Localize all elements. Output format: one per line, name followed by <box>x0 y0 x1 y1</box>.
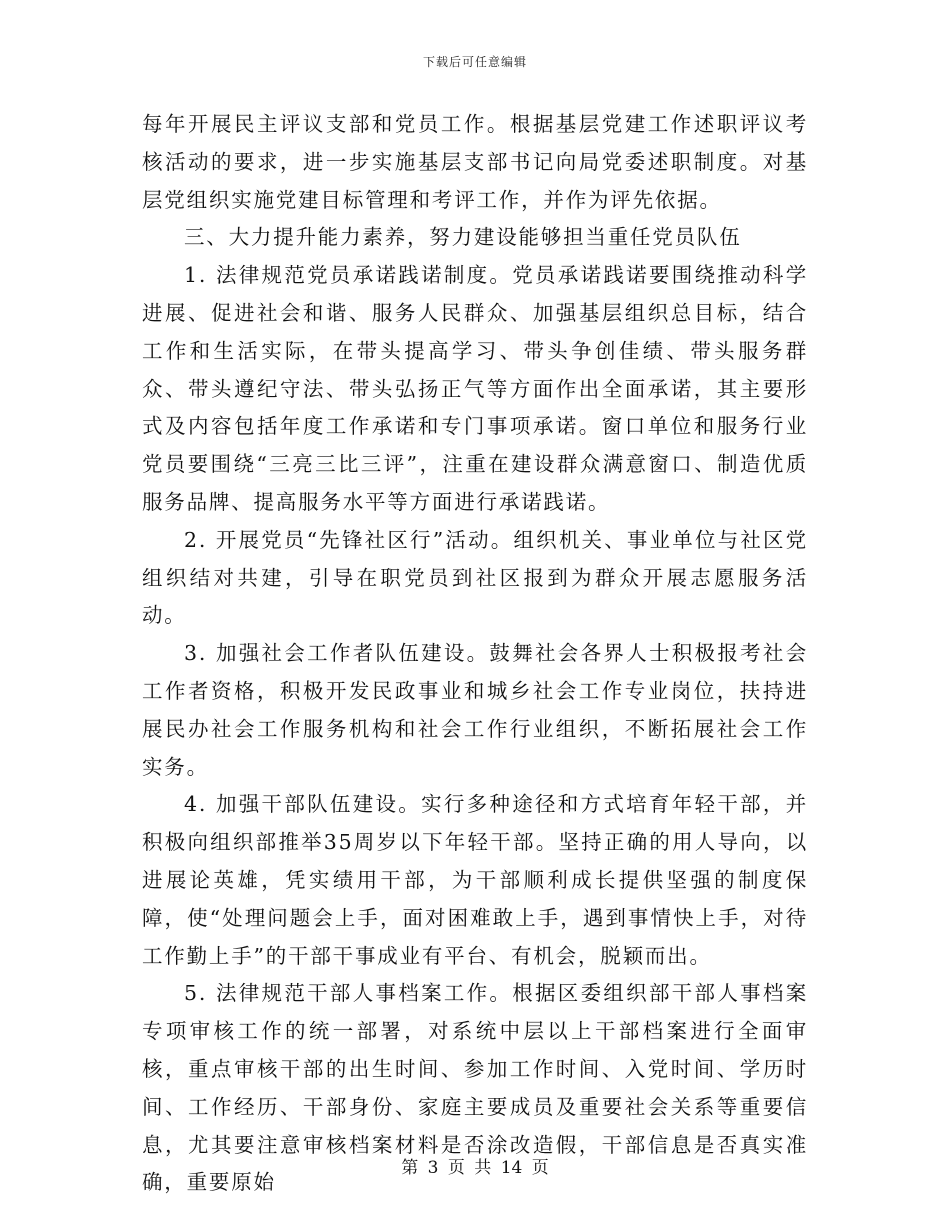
paragraph-item-1: 1. 法律规范党员承诺践诺制度。党员承诺践诺要围绕推动科学进展、促进社会和谐、服务人民群众、加强基层组织总目标，结合工作和生活实际，在带头提高学习、带头争创佳绩、带头服务群众、带头遵纪守法、带头弘扬正气等方面作出全面承诺，其主要形式及内容包括年度工作承诺和专门事项承诺。窗口单位和服务行业党员要围绕“三亮三比三评”，注重在建设群众满意窗口、制造优质服务品牌、提高服务水平等方面进行承诺践诺。 <box>142 263 808 514</box>
paragraph-item-2: 2. 开展党员“先锋社区行”活动。组织机关、事业单位与社区党组织结对共建，引导在职党员到社区报到为群众开展志愿服务活动。 <box>142 527 808 628</box>
paragraph-item-5: 5. 法律规范干部人事档案工作。根据区委组织部干部人事档案专项审核工作的统一部署，对系统中层以上干部档案进行全面审核，重点审核干部的出生时间、参加工作时间、入党时间、学历时间、工作经历、干部身份、家庭主要成员及重要社会关系等重要信息，尤其要注意审核档案材料是否涂改造假，干部信息是否真实准确，重要原始 <box>142 981 808 1195</box>
paragraph-item-3: 3. 加强社会工作者队伍建设。鼓舞社会各界人士积极报考社会工作者资格，积极开发民政事业和城乡社会工作专业岗位，扶持进展民办社会工作服务机构和社会工作行业组织，不断拓展社会工作实务。 <box>142 641 808 779</box>
page-footer: 第 3 页 共 14 页 <box>401 1158 549 1178</box>
section-heading: 三、大力提升能力素养，努力建设能够担当重任党员队伍 <box>184 225 742 250</box>
paragraph-continuation: 每年开展民主评议支部和党员工作。根据基层党建工作述职评议考核活动的要求，进一步实施基层支部书记向局党委述职制度。对基层党组织实施党建目标管理和考评工作，并作为评先依据。 <box>142 112 808 212</box>
page-header: 下载后可任意编辑 <box>422 55 527 69</box>
paragraph-item-4: 4. 加强干部队伍建设。实行多种途径和方式培育年轻干部，并积极向组织部推举35周岁以下年轻干部。坚持正确的用人导向，以进展论英雄，凭实绩用干部，为干部顺利成长提供坚强的制度保障，使“处理问题会上手，面对困难敢上手，遇到事情快上手，对待工作勤上手”的干部干事成业有平台、有机会，脱颖而出。 <box>142 792 808 968</box>
document-body <box>142 106 808 1202</box>
